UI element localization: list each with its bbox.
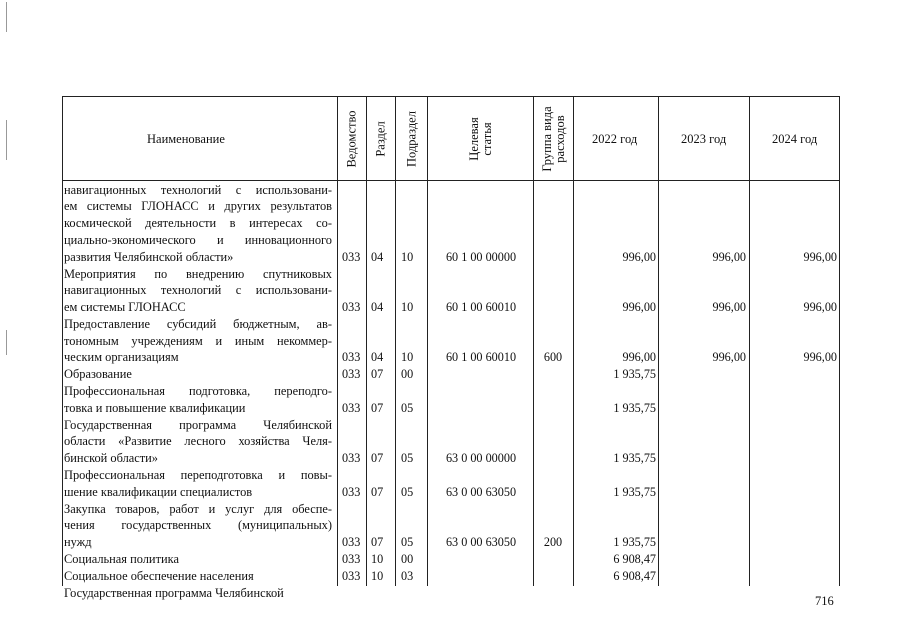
header-department-label: Ведомство bbox=[344, 109, 359, 168]
cell-name-line: ческим организациям bbox=[64, 350, 179, 365]
cell-subsection: 05 bbox=[401, 535, 414, 550]
cell-2022: 6 908,47 bbox=[613, 568, 656, 583]
cell-2024: 996,00 bbox=[803, 300, 837, 315]
cell-name-line: Предоставление субсидий бюджетным, ав- bbox=[64, 316, 332, 331]
cell-name bbox=[64, 383, 332, 417]
header-department bbox=[337, 96, 367, 181]
cell-2023: 996,00 bbox=[712, 249, 746, 264]
cell-department: 033 bbox=[342, 400, 361, 415]
scan-edge-mark bbox=[6, 2, 7, 32]
cell-name-line: шение квалификации специалистов bbox=[64, 484, 253, 499]
table-row bbox=[62, 568, 842, 585]
cell-name bbox=[64, 366, 332, 383]
cell-2023: 996,00 bbox=[712, 300, 746, 315]
header-name bbox=[62, 96, 338, 181]
cell-name-line: циально-экономического и инновационного bbox=[64, 232, 332, 247]
cell-section: 07 bbox=[371, 451, 384, 466]
cell-section: 07 bbox=[371, 367, 384, 382]
table-row bbox=[62, 182, 842, 266]
cell-2024: 996,00 bbox=[803, 350, 837, 365]
cell-subsection: 00 bbox=[401, 367, 414, 382]
cell-section: 07 bbox=[371, 535, 384, 550]
cell-name bbox=[64, 467, 332, 501]
table-row bbox=[62, 316, 842, 366]
cell-subsection: 05 bbox=[401, 400, 414, 415]
cell-section: 07 bbox=[371, 484, 384, 499]
cell-target-item: 60 1 00 60010 bbox=[445, 300, 517, 315]
cell-name-line: чения государственных (муниципальных) bbox=[64, 518, 332, 533]
cell-expense-group: 600 bbox=[543, 350, 563, 365]
cell-department: 033 bbox=[342, 568, 361, 583]
header-2022-label: 2022 год bbox=[592, 132, 638, 146]
cell-target-item: 63 0 00 63050 bbox=[445, 484, 517, 499]
cell-section: 04 bbox=[371, 350, 384, 365]
cell-name-line: Социальная политика bbox=[64, 552, 179, 567]
cell-2022: 1 935,75 bbox=[613, 367, 656, 382]
cell-name bbox=[64, 551, 332, 568]
cell-2022: 1 935,75 bbox=[613, 535, 656, 550]
cell-name-line: ем системы ГЛОНАСС bbox=[64, 300, 186, 315]
table-row bbox=[62, 266, 842, 316]
cell-subsection: 05 bbox=[401, 484, 414, 499]
header-name-label: Наименование bbox=[147, 132, 225, 146]
table-row bbox=[62, 467, 842, 501]
cell-2024: 996,00 bbox=[803, 249, 837, 264]
cell-section: 10 bbox=[371, 552, 384, 567]
cell-name bbox=[64, 316, 332, 366]
header-2023 bbox=[658, 96, 750, 181]
cell-name bbox=[64, 417, 332, 467]
header-subsection bbox=[395, 96, 428, 181]
cell-expense-group: 200 bbox=[543, 535, 563, 550]
table-row bbox=[62, 585, 842, 602]
cell-2022: 1 935,75 bbox=[613, 451, 656, 466]
cell-2022: 6 908,47 bbox=[613, 552, 656, 567]
cell-name-line: Образование bbox=[64, 367, 132, 382]
header-section bbox=[366, 96, 396, 181]
cell-name bbox=[64, 585, 332, 602]
cell-department: 033 bbox=[342, 367, 361, 382]
header-2023-label: 2023 год bbox=[681, 132, 727, 146]
header-2024-label: 2024 год bbox=[772, 132, 818, 146]
cell-department: 033 bbox=[342, 300, 361, 315]
cell-name-line: космической деятельности в интересах со- bbox=[64, 216, 332, 231]
header-expense-group-label: Группа вида расходов bbox=[539, 105, 567, 172]
header-target-item-label: Целевая статья bbox=[466, 116, 494, 161]
header-section-label: Раздел bbox=[373, 120, 388, 157]
table-row bbox=[62, 383, 842, 417]
table-row bbox=[62, 366, 842, 383]
cell-subsection: 05 bbox=[401, 451, 414, 466]
cell-name-line: Мероприятия по внедрению спутниковых bbox=[64, 266, 332, 281]
cell-department: 033 bbox=[342, 451, 361, 466]
cell-2022: 1 935,75 bbox=[613, 400, 656, 415]
header-subsection-label: Подраздел bbox=[404, 110, 418, 167]
cell-name-line: Профессиональная переподготовка и повы- bbox=[64, 468, 332, 483]
header-expense-group bbox=[533, 96, 574, 181]
cell-name-line: Государственная программа Челябинской bbox=[64, 585, 284, 600]
header-target-item bbox=[427, 96, 534, 181]
cell-target-item: 60 1 00 00000 bbox=[445, 249, 517, 264]
cell-department: 033 bbox=[342, 484, 361, 499]
cell-name-line: ем системы ГЛОНАСС и других результатов bbox=[64, 199, 332, 214]
cell-name-line: тономным учреждениям и иным некоммер- bbox=[64, 333, 332, 348]
cell-name-line: области «Развитие лесного хозяйства Челя- bbox=[64, 434, 332, 449]
table-row bbox=[62, 551, 842, 568]
cell-name-line: развития Челябинской области» bbox=[64, 249, 234, 264]
cell-section: 10 bbox=[371, 568, 384, 583]
cell-2022: 1 935,75 bbox=[613, 484, 656, 499]
cell-subsection: 10 bbox=[401, 350, 414, 365]
table-row bbox=[62, 417, 842, 467]
cell-section: 07 bbox=[371, 400, 384, 415]
page-number: 716 bbox=[815, 594, 834, 608]
cell-department: 033 bbox=[342, 249, 361, 264]
cell-name bbox=[64, 568, 332, 585]
cell-name bbox=[64, 182, 332, 266]
cell-name-line: бинской области» bbox=[64, 451, 158, 466]
cell-target-item: 63 0 00 00000 bbox=[445, 451, 517, 466]
cell-section: 04 bbox=[371, 300, 384, 315]
cell-name-line: Государственная программа Челябинской bbox=[64, 417, 332, 432]
cell-2022: 996,00 bbox=[622, 249, 656, 264]
cell-subsection: 03 bbox=[401, 568, 414, 583]
cell-department: 033 bbox=[342, 350, 361, 365]
cell-name-line: нужд bbox=[64, 535, 92, 550]
cell-target-item: 63 0 00 63050 bbox=[445, 535, 517, 550]
cell-2022: 996,00 bbox=[622, 300, 656, 315]
cell-target-item: 60 1 00 60010 bbox=[445, 350, 517, 365]
table-row bbox=[62, 501, 842, 551]
cell-name bbox=[64, 266, 332, 316]
cell-section: 04 bbox=[371, 249, 384, 264]
cell-name-line: навигационных технологий с использовани- bbox=[64, 283, 332, 298]
cell-name-line: товка и повышение квалификации bbox=[64, 400, 246, 415]
cell-2023: 996,00 bbox=[712, 350, 746, 365]
cell-name bbox=[64, 501, 332, 551]
cell-department: 033 bbox=[342, 535, 361, 550]
header-2022 bbox=[573, 96, 659, 181]
cell-subsection: 00 bbox=[401, 552, 414, 567]
cell-name-line: Закупка товаров, работ и услуг для обеспе- bbox=[64, 501, 332, 516]
cell-name-line: Профессиональная подготовка, переподго- bbox=[64, 384, 332, 399]
cell-name-line: Социальное обеспечение населения bbox=[64, 568, 254, 583]
scan-edge-mark bbox=[6, 330, 7, 355]
cell-2022: 996,00 bbox=[622, 350, 656, 365]
cell-subsection: 10 bbox=[401, 249, 414, 264]
cell-department: 033 bbox=[342, 552, 361, 567]
cell-subsection: 10 bbox=[401, 300, 414, 315]
header-2024 bbox=[749, 96, 840, 181]
scan-edge-mark bbox=[6, 120, 7, 160]
cell-name-line: навигационных технологий с использовани- bbox=[64, 182, 332, 197]
